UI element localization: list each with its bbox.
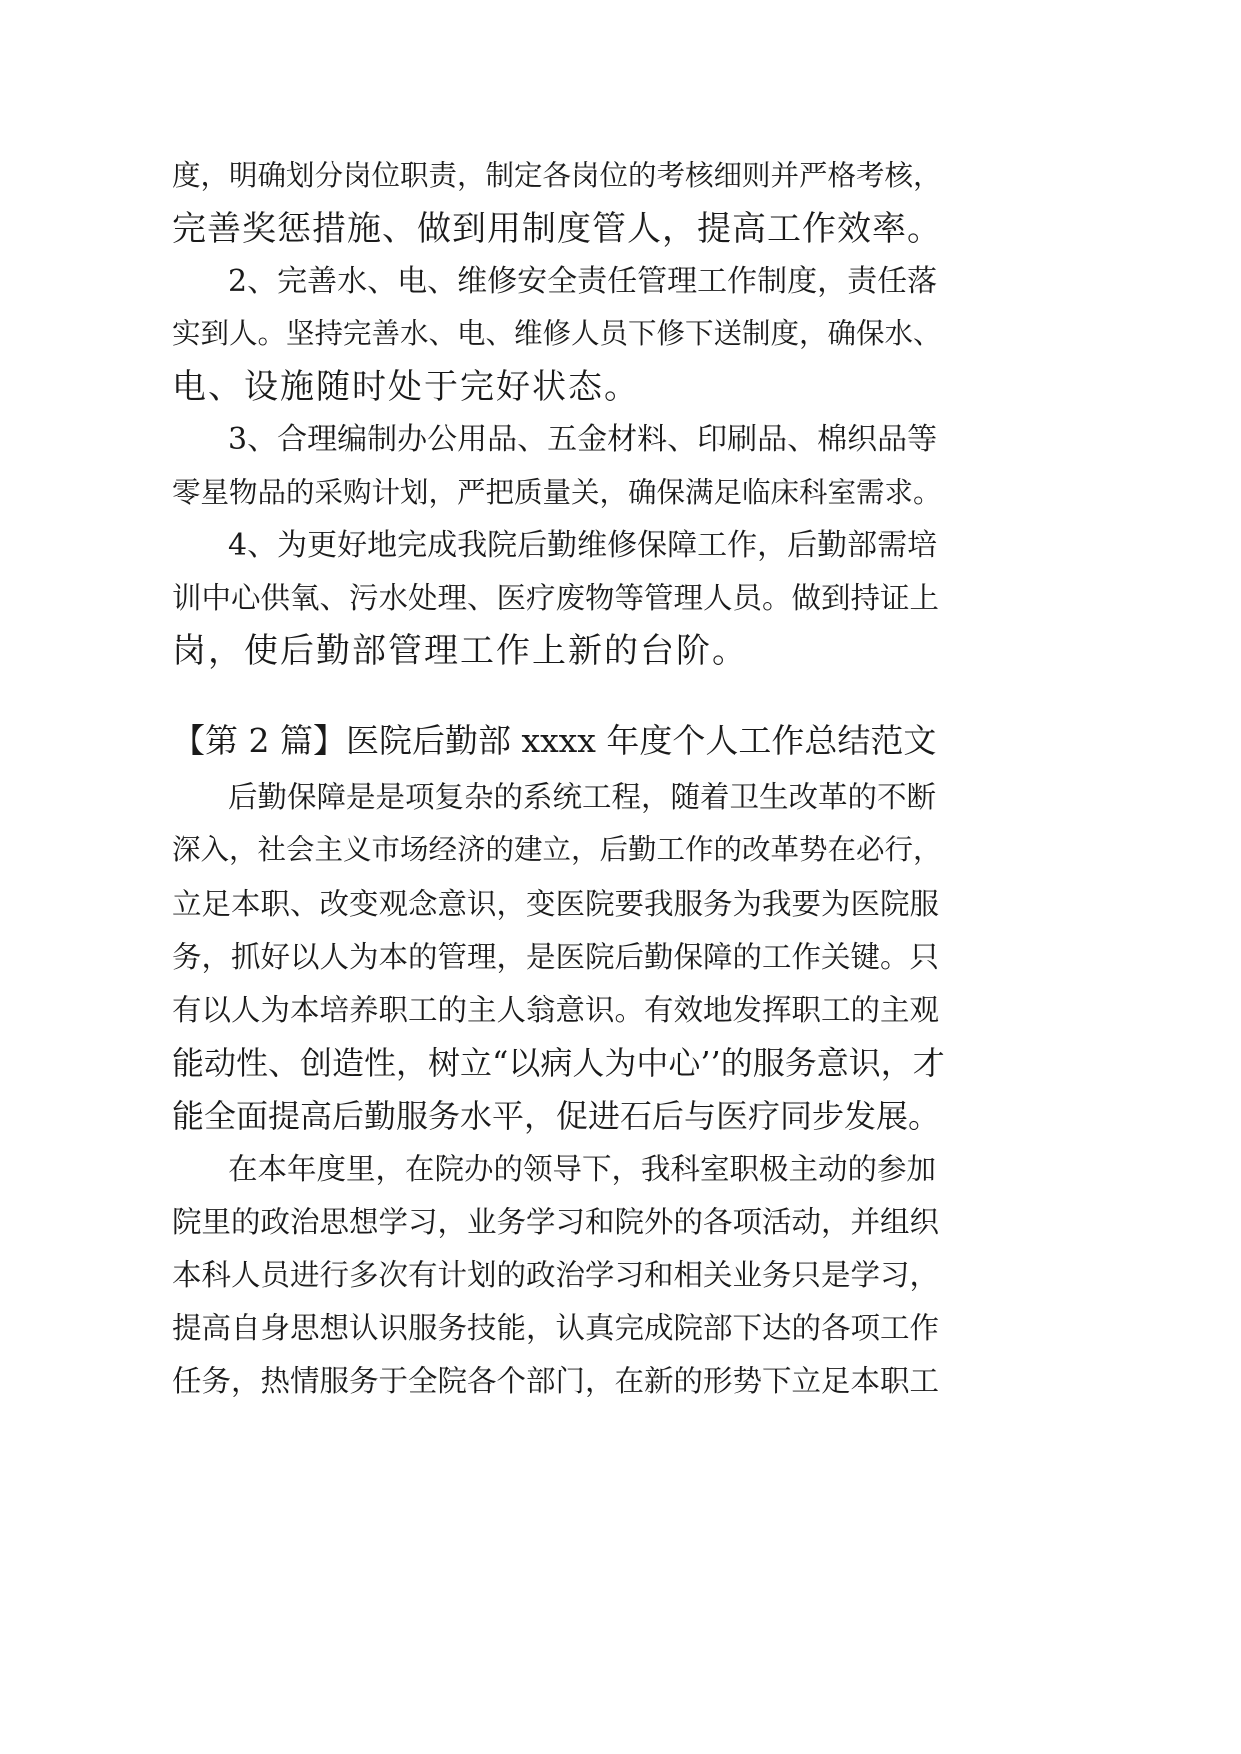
text-line: 务，抓好以人为本的管理，是医院后勤保障的工作关键。只 bbox=[172, 940, 940, 974]
text-line: 实到人。坚持完善水、电、维修人员下修下送制度，确保水、 bbox=[172, 317, 942, 350]
text-line: 零星物品的采购计划，严把质量关，确保满足临床科室需求。 bbox=[172, 476, 942, 509]
text-line: 4、为更好地完成我院后勤维修保障工作，后勤部需培 bbox=[228, 528, 938, 563]
text-line: 深入，社会主义市场经济的建立，后勤工作的改革势在必行， bbox=[172, 833, 942, 866]
text-line: 岗，使后勤部管理工作上新的台阶。 bbox=[172, 631, 748, 671]
text-line: 能动性、创造性，树立“以病人为中心’’的服务意识，才 bbox=[172, 1044, 945, 1082]
text-line: 任务，热情服务于全院各个部门，在新的形势下立足本职工 bbox=[172, 1364, 940, 1398]
text-line: 有以人为本培养职工的主人翁意识。有效地发挥职工的主观 bbox=[172, 993, 940, 1027]
text-line: 院里的政治思想学习，业务学习和院外的各项活动，并组织 bbox=[172, 1205, 940, 1239]
section-heading: 【第 2 篇】医院后勤部 xxxx 年度个人工作总结范文 bbox=[172, 721, 937, 760]
text-line: 3、合理编制办公用品、五金材料、印刷品、棉织品等 bbox=[228, 422, 938, 457]
text-line: 电、设施随时处于完好状态。 bbox=[172, 367, 640, 407]
text-line: 立足本职、改变观念意识，变医院要我服务为我要为医院服 bbox=[172, 887, 940, 921]
text-line: 训中心供氧、污水处理、医疗废物等管理人员。做到持证上 bbox=[172, 581, 940, 615]
text-line: 后勤保障是是项复杂的系统工程，随着卫生改革的不断 bbox=[228, 780, 937, 814]
text-line: 能全面提高后勤服务水平，促进石后与医疗同步发展。 bbox=[172, 1097, 941, 1135]
text-line: 本科人员进行多次有计划的政治学习和相关业务只是学习， bbox=[172, 1258, 940, 1292]
text-line: 完善奖惩措施、做到用制度管人，提高工作效率。 bbox=[172, 209, 942, 249]
text-line: 2、完善水、电、维修安全责任管理工作制度，责任落 bbox=[228, 264, 938, 299]
text-line: 提高自身思想认识服务技能，认真完成院部下达的各项工作 bbox=[172, 1311, 940, 1345]
text-line: 在本年度里，在院办的领导下，我科室职极主动的参加 bbox=[228, 1152, 937, 1186]
text-line: 度，明确划分岗位职责，制定各岗位的考核细则并严格考核， bbox=[172, 159, 942, 192]
